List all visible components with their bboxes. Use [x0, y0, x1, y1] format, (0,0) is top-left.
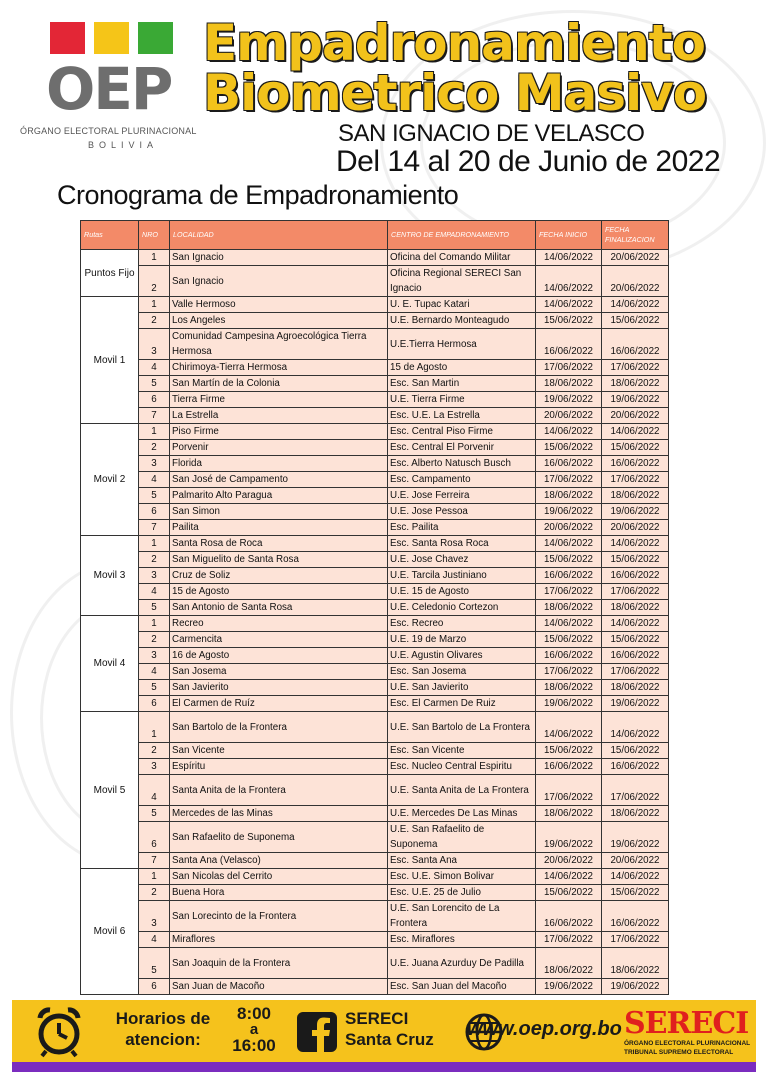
end-date-cell: 15/06/2022: [602, 313, 669, 329]
row-number: 4: [139, 472, 170, 488]
row-number: 5: [139, 488, 170, 504]
start-date-cell: 15/06/2022: [536, 440, 602, 456]
hours-separator: a: [249, 1021, 259, 1038]
center-cell: U.E. San Rafaelito de Suponema: [388, 822, 536, 853]
end-date-cell: 18/06/2022: [602, 948, 669, 979]
end-date-cell: 14/06/2022: [602, 536, 669, 552]
center-cell: U.E. Celedonio Cortezon: [388, 600, 536, 616]
sereci-sub2: TRIBUNAL SUPREMO ELECTORAL: [624, 1049, 734, 1056]
row-number: 5: [139, 376, 170, 392]
start-date-cell: 17/06/2022: [536, 360, 602, 376]
row-number: 7: [139, 408, 170, 424]
table-row: [81, 392, 669, 408]
header-nro: NRO: [139, 221, 170, 250]
start-date-cell: 15/06/2022: [536, 632, 602, 648]
end-date-cell: 14/06/2022: [602, 869, 669, 885]
table-row: [81, 853, 669, 869]
start-date-cell: 14/06/2022: [536, 424, 602, 440]
table-row: [81, 329, 669, 360]
end-date-cell: 16/06/2022: [602, 329, 669, 360]
row-number: 3: [139, 648, 170, 664]
end-date-cell: 14/06/2022: [602, 297, 669, 313]
alarm-clock-icon: [34, 1006, 84, 1058]
start-date-cell: 14/06/2022: [536, 266, 602, 297]
row-number: 1: [139, 250, 170, 266]
row-number: 4: [139, 360, 170, 376]
row-number: 1: [139, 712, 170, 743]
start-date-cell: 15/06/2022: [536, 885, 602, 901]
facebook-icon: [297, 1012, 337, 1052]
start-date-cell: 16/06/2022: [536, 648, 602, 664]
row-number: 3: [139, 901, 170, 932]
start-date-cell: 16/06/2022: [536, 901, 602, 932]
start-date-cell: 15/06/2022: [536, 552, 602, 568]
locality-cell: Carmencita: [170, 632, 388, 648]
locality-cell: Chirimoya-Tierra Hermosa: [170, 360, 388, 376]
logo-text: OEP: [46, 55, 172, 123]
locality-cell: 15 de Agosto: [170, 584, 388, 600]
route-cell: Movil 3: [81, 536, 139, 616]
header-routes: Rutas: [81, 221, 139, 250]
start-date-cell: 14/06/2022: [536, 616, 602, 632]
end-date-cell: 18/06/2022: [602, 806, 669, 822]
center-cell: Esc. U.E. Simon Bolivar: [388, 869, 536, 885]
locality-cell: Los Angeles: [170, 313, 388, 329]
table-header-row: [81, 221, 669, 250]
locality-cell: Cruz de Soliz: [170, 568, 388, 584]
locality-cell: Comunidad Campesina Agroecológica Tierra Hermosa: [170, 329, 388, 360]
row-number: 2: [139, 743, 170, 759]
start-date-cell: 18/06/2022: [536, 488, 602, 504]
end-date-cell: 18/06/2022: [602, 376, 669, 392]
start-date-cell: 14/06/2022: [536, 536, 602, 552]
row-number: 2: [139, 440, 170, 456]
start-date-cell: 18/06/2022: [536, 376, 602, 392]
table-row: [81, 297, 669, 313]
start-date-cell: 16/06/2022: [536, 456, 602, 472]
center-cell: 15 de Agosto: [388, 360, 536, 376]
start-date-cell: 16/06/2022: [536, 568, 602, 584]
logo-yellow-square: [94, 22, 129, 54]
center-cell: U.E. 19 de Marzo: [388, 632, 536, 648]
end-date-cell: 15/06/2022: [602, 632, 669, 648]
center-cell: Esc. Alberto Natusch Busch: [388, 456, 536, 472]
locality-cell: Porvenir: [170, 440, 388, 456]
locality-cell: El Carmen de Ruíz: [170, 696, 388, 712]
start-date-cell: 14/06/2022: [536, 250, 602, 266]
center-cell: Esc. Santa Ana: [388, 853, 536, 869]
table-row: [81, 632, 669, 648]
center-cell: U.E.Tierra Hermosa: [388, 329, 536, 360]
table-row: [81, 948, 669, 979]
center-cell: Esc. San Josema: [388, 664, 536, 680]
locality-cell: San Vicente: [170, 743, 388, 759]
row-number: 7: [139, 520, 170, 536]
end-date-cell: 15/06/2022: [602, 440, 669, 456]
header-end-date: FECHA FINALIZACION: [602, 221, 669, 250]
row-number: 2: [139, 885, 170, 901]
center-cell: Esc. Central El Porvenir: [388, 440, 536, 456]
start-date-cell: 19/06/2022: [536, 696, 602, 712]
locality-cell: San Josema: [170, 664, 388, 680]
table-row: [81, 408, 669, 424]
locality-cell: Tierra Firme: [170, 392, 388, 408]
table-row: [81, 759, 669, 775]
row-number: 6: [139, 504, 170, 520]
locality-cell: San Rafaelito de Suponema: [170, 822, 388, 853]
row-number: 3: [139, 329, 170, 360]
center-cell: Esc. Nucleo Central Espiritu: [388, 759, 536, 775]
end-date-cell: 16/06/2022: [602, 568, 669, 584]
end-date-cell: 17/06/2022: [602, 360, 669, 376]
end-date-cell: 17/06/2022: [602, 472, 669, 488]
table-row: [81, 979, 669, 995]
table-row: [81, 806, 669, 822]
row-number: 1: [139, 869, 170, 885]
start-date-cell: 17/06/2022: [536, 664, 602, 680]
start-date-cell: 19/06/2022: [536, 822, 602, 853]
center-cell: Esc. U.E. 25 de Julio: [388, 885, 536, 901]
locality-cell: San Ignacio: [170, 266, 388, 297]
end-date-cell: 14/06/2022: [602, 712, 669, 743]
table-row: [81, 648, 669, 664]
website-link[interactable]: www.oep.org.bo: [467, 1018, 622, 1040]
row-number: 6: [139, 392, 170, 408]
row-number: 1: [139, 424, 170, 440]
center-cell: Esc. El Carmen De Ruiz: [388, 696, 536, 712]
locality-cell: Mercedes de las Minas: [170, 806, 388, 822]
route-cell: Movil 5: [81, 712, 139, 869]
locality-cell: Buena Hora: [170, 885, 388, 901]
row-number: 5: [139, 680, 170, 696]
row-number: 5: [139, 948, 170, 979]
row-number: 4: [139, 932, 170, 948]
end-date-cell: 16/06/2022: [602, 759, 669, 775]
table-row: [81, 743, 669, 759]
center-cell: U.E. Agustin Olivares: [388, 648, 536, 664]
row-number: 5: [139, 600, 170, 616]
center-cell: Esc. Santa Rosa Roca: [388, 536, 536, 552]
center-cell: Oficina del Comando Militar: [388, 250, 536, 266]
hours-to: 16:00: [232, 1036, 276, 1055]
end-date-cell: 16/06/2022: [602, 901, 669, 932]
locality-cell: San Joaquin de la Frontera: [170, 948, 388, 979]
start-date-cell: 17/06/2022: [536, 472, 602, 488]
logo-country: BOLIVIA: [88, 140, 159, 150]
center-cell: U.E. San Bartolo de La Frontera: [388, 712, 536, 743]
row-number: 3: [139, 568, 170, 584]
end-date-cell: 18/06/2022: [602, 680, 669, 696]
table-row: [81, 440, 669, 456]
route-cell: Movil 6: [81, 869, 139, 995]
start-date-cell: 15/06/2022: [536, 743, 602, 759]
start-date-cell: 14/06/2022: [536, 869, 602, 885]
table-row: [81, 568, 669, 584]
end-date-cell: 20/06/2022: [602, 250, 669, 266]
end-date-cell: 15/06/2022: [602, 743, 669, 759]
table-row: [81, 472, 669, 488]
table-body: [81, 250, 669, 995]
end-date-cell: 18/06/2022: [602, 600, 669, 616]
center-cell: Esc. Pailita: [388, 520, 536, 536]
sereci-logo-text: SERECI: [624, 1006, 749, 1041]
table-row: [81, 360, 669, 376]
table-row: [81, 616, 669, 632]
locality-cell: San Nicolas del Cerrito: [170, 869, 388, 885]
center-cell: Esc. Central Piso Firme: [388, 424, 536, 440]
table-row: [81, 664, 669, 680]
locality-cell: San Miguelito de Santa Rosa: [170, 552, 388, 568]
hours-label: Horarios de atencion:: [115, 1009, 211, 1049]
end-date-cell: 20/06/2022: [602, 520, 669, 536]
locality-cell: San Juan de Macoño: [170, 979, 388, 995]
center-cell: U.E. Tarcila Justiniano: [388, 568, 536, 584]
start-date-cell: 17/06/2022: [536, 584, 602, 600]
schedule-table: [80, 220, 669, 995]
table-row: [81, 313, 669, 329]
row-number: 6: [139, 822, 170, 853]
logo-org-name: ÓRGANO ELECTORAL PLURINACIONAL: [20, 126, 197, 136]
center-cell: Esc. San Martin: [388, 376, 536, 392]
end-date-cell: 19/06/2022: [602, 504, 669, 520]
table-row: [81, 520, 669, 536]
row-number: 2: [139, 632, 170, 648]
row-number: 6: [139, 696, 170, 712]
row-number: 2: [139, 266, 170, 297]
center-cell: U. E. Tupac Katari: [388, 297, 536, 313]
end-date-cell: 19/06/2022: [602, 979, 669, 995]
locality-cell: San Antonio de Santa Rosa: [170, 600, 388, 616]
start-date-cell: 20/06/2022: [536, 520, 602, 536]
header-start-date: FECHA INICIO: [536, 221, 602, 250]
center-cell: Oficina Regional SERECI San Ignacio: [388, 266, 536, 297]
table-row: [81, 901, 669, 932]
locality-cell: Espíritu: [170, 759, 388, 775]
facebook-page-line1: SERECI: [345, 1009, 409, 1028]
table-row: [81, 456, 669, 472]
end-date-cell: 20/06/2022: [602, 266, 669, 297]
center-cell: Esc. Recreo: [388, 616, 536, 632]
start-date-cell: 20/06/2022: [536, 408, 602, 424]
start-date-cell: 18/06/2022: [536, 600, 602, 616]
center-cell: U.E. 15 de Agosto: [388, 584, 536, 600]
center-cell: U.E. Jose Chavez: [388, 552, 536, 568]
end-date-cell: 17/06/2022: [602, 775, 669, 806]
table-row: [81, 266, 669, 297]
center-cell: Esc. San Vicente: [388, 743, 536, 759]
locality-cell: Santa Anita de la Frontera: [170, 775, 388, 806]
row-number: 6: [139, 979, 170, 995]
table-row: [81, 712, 669, 743]
locality-cell: Florida: [170, 456, 388, 472]
main-title-line2: Biometrico Masivo: [203, 64, 707, 122]
facebook-page-line2: Santa Cruz: [345, 1030, 434, 1049]
logo-green-square: [138, 22, 173, 54]
center-cell: Esc. U.E. La Estrella: [388, 408, 536, 424]
end-date-cell: 14/06/2022: [602, 424, 669, 440]
locality-cell: San Bartolo de la Frontera: [170, 712, 388, 743]
locality-cell: San Javierito: [170, 680, 388, 696]
end-date-cell: 20/06/2022: [602, 408, 669, 424]
center-cell: U.E. Juana Azurduy De Padilla: [388, 948, 536, 979]
center-cell: U.E. Jose Pessoa: [388, 504, 536, 520]
table-row: [81, 869, 669, 885]
route-cell: Puntos Fijo: [81, 250, 139, 297]
center-cell: Esc. Miraflores: [388, 932, 536, 948]
locality-cell: Pailita: [170, 520, 388, 536]
table-row: [81, 424, 669, 440]
start-date-cell: 16/06/2022: [536, 759, 602, 775]
date-range-title: Del 14 al 20 de Junio de 2022: [336, 145, 721, 178]
section-title: Cronograma de Empadronamiento: [57, 180, 459, 210]
locality-cell: San Simon: [170, 504, 388, 520]
route-cell: Movil 2: [81, 424, 139, 536]
row-number: 1: [139, 536, 170, 552]
start-date-cell: 20/06/2022: [536, 853, 602, 869]
row-number: 1: [139, 297, 170, 313]
row-number: 4: [139, 584, 170, 600]
location-title: SAN IGNACIO DE VELASCO: [338, 120, 645, 147]
center-cell: U.E. Jose Ferreira: [388, 488, 536, 504]
table-row: [81, 552, 669, 568]
end-date-cell: 15/06/2022: [602, 552, 669, 568]
center-cell: U.E. Tierra Firme: [388, 392, 536, 408]
row-number: 4: [139, 775, 170, 806]
start-date-cell: 17/06/2022: [536, 775, 602, 806]
table-row: [81, 584, 669, 600]
row-number: 5: [139, 806, 170, 822]
table-row: [81, 822, 669, 853]
table-row: [81, 376, 669, 392]
end-date-cell: 20/06/2022: [602, 853, 669, 869]
footer-accent-stripe: [12, 1062, 756, 1072]
start-date-cell: 19/06/2022: [536, 979, 602, 995]
end-date-cell: 16/06/2022: [602, 456, 669, 472]
main-title-line1: Empadronamiento: [203, 14, 705, 72]
table-row: [81, 504, 669, 520]
end-date-cell: 19/06/2022: [602, 696, 669, 712]
locality-cell: San Lorecinto de la Frontera: [170, 901, 388, 932]
hours-from: 8:00: [236, 1004, 272, 1023]
end-date-cell: 18/06/2022: [602, 488, 669, 504]
table-row: [81, 885, 669, 901]
locality-cell: Piso Firme: [170, 424, 388, 440]
header-center: CENTRO DE EMPADRONAMIENTO: [388, 221, 536, 250]
start-date-cell: 18/06/2022: [536, 806, 602, 822]
locality-cell: San Martín de la Colonia: [170, 376, 388, 392]
locality-cell: Santa Rosa de Roca: [170, 536, 388, 552]
row-number: 3: [139, 456, 170, 472]
row-number: 2: [139, 313, 170, 329]
locality-cell: Recreo: [170, 616, 388, 632]
end-date-cell: 17/06/2022: [602, 584, 669, 600]
end-date-cell: 17/06/2022: [602, 664, 669, 680]
center-cell: Esc. Campamento: [388, 472, 536, 488]
row-number: 3: [139, 759, 170, 775]
start-date-cell: 17/06/2022: [536, 932, 602, 948]
row-number: 7: [139, 853, 170, 869]
footer-bar: [12, 1000, 756, 1064]
center-cell: U.E. San Javierito: [388, 680, 536, 696]
start-date-cell: 18/06/2022: [536, 680, 602, 696]
locality-cell: 16 de Agosto: [170, 648, 388, 664]
start-date-cell: 19/06/2022: [536, 504, 602, 520]
row-number: 4: [139, 664, 170, 680]
end-date-cell: 14/06/2022: [602, 616, 669, 632]
locality-cell: Palmarito Alto Paragua: [170, 488, 388, 504]
end-date-cell: 15/06/2022: [602, 885, 669, 901]
start-date-cell: 18/06/2022: [536, 948, 602, 979]
start-date-cell: 14/06/2022: [536, 712, 602, 743]
start-date-cell: 14/06/2022: [536, 297, 602, 313]
locality-cell: La Estrella: [170, 408, 388, 424]
center-cell: U.E. Santa Anita de La Frontera: [388, 775, 536, 806]
table-row: [81, 775, 669, 806]
center-cell: Esc. San Juan del Macoño: [388, 979, 536, 995]
end-date-cell: 16/06/2022: [602, 648, 669, 664]
center-cell: U.E. Mercedes De Las Minas: [388, 806, 536, 822]
table-row: [81, 932, 669, 948]
start-date-cell: 19/06/2022: [536, 392, 602, 408]
center-cell: U.E. Bernardo Monteagudo: [388, 313, 536, 329]
start-date-cell: 16/06/2022: [536, 329, 602, 360]
locality-cell: Valle Hermoso: [170, 297, 388, 313]
route-cell: Movil 1: [81, 297, 139, 424]
row-number: 2: [139, 552, 170, 568]
row-number: 1: [139, 616, 170, 632]
locality-cell: Santa Ana (Velasco): [170, 853, 388, 869]
locality-cell: San Ignacio: [170, 250, 388, 266]
locality-cell: San José de Campamento: [170, 472, 388, 488]
table-row: [81, 250, 669, 266]
header-locality: LOCALIDAD: [170, 221, 388, 250]
route-cell: Movil 4: [81, 616, 139, 712]
locality-cell: Miraflores: [170, 932, 388, 948]
table-row: [81, 600, 669, 616]
table-row: [81, 696, 669, 712]
end-date-cell: 19/06/2022: [602, 392, 669, 408]
start-date-cell: 15/06/2022: [536, 313, 602, 329]
end-date-cell: 17/06/2022: [602, 932, 669, 948]
center-cell: U.E. San Lorencito de La Frontera: [388, 901, 536, 932]
table-row: [81, 488, 669, 504]
end-date-cell: 19/06/2022: [602, 822, 669, 853]
sereci-sub1: ÓRGANO ELECTORAL PLURINACIONAL: [624, 1040, 751, 1047]
table-row: [81, 680, 669, 696]
table-row: [81, 536, 669, 552]
logo-red-square: [50, 22, 85, 54]
